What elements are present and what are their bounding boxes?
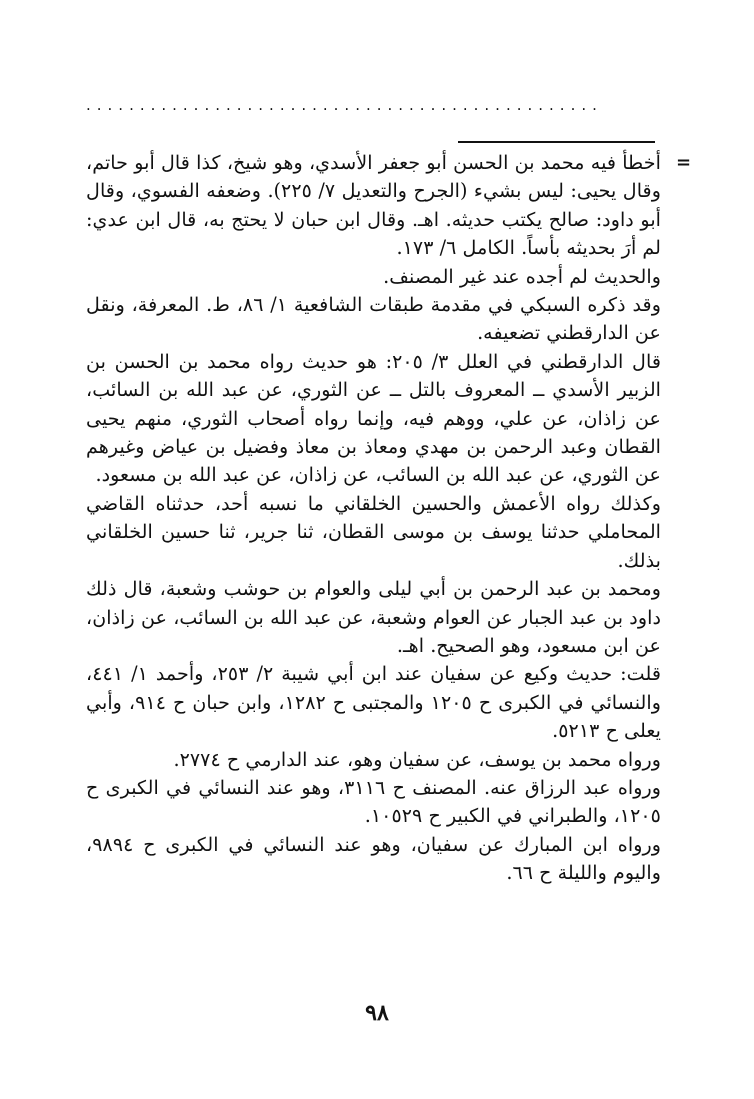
footnote-text bbox=[86, 149, 661, 888]
paragraph: أخطأ فيه محمد بن الحسن أبو جعفر الأسدي، وهو شيخ، كذا قال أبو حاتم، وقال يحيى: ليس بشيء (الجرح والتعديل ٧/ ٢٢٥). وضعفه الفسوي، وقال أبو داود: صالح يكتب حديثه. اهـ. وقال ابن حبان لا يحتج به، قال ابن عدي: لم أرَ بحديثه بأساً. الكامل ٦/ ١٧٣. bbox=[86, 151, 661, 260]
page-number: ٩٨ bbox=[365, 1000, 389, 1026]
paragraph: ورواه عبد الرزاق عنه. المصنف ح ٣١١٦، وهو عند النسائي في الكبرى ح ١٢٠٥، والطبراني في الكبير ح ١٠٥٢٩. bbox=[86, 775, 661, 828]
paragraph: والحديث لم أجده عند غير المصنف. bbox=[383, 264, 661, 288]
paragraph: قلت: حديث وكيع عن سفيان عند ابن أبي شيبة ٢/ ٢٥٣، وأحمد ١/ ٤٤١، والنسائي في الكبرى ح ١٢٠٥ والمجتبى ح ١٢٨٢، وابن حبان ح ٩١٤، وأبي يعلى ح ٥٢١٣. bbox=[86, 662, 661, 743]
paragraph: ورواه ابن المبارك عن سفيان، وهو عند النسائي في الكبرى ح ٩٨٩٤، واليوم والليلة ح ٦٦. bbox=[86, 832, 661, 885]
paragraph: ورواه محمد بن يوسف، عن سفيان وهو، عند الدارمي ح ٢٧٧٤. bbox=[173, 747, 661, 771]
paragraph: ومحمد بن عبد الرحمن بن أبي ليلى والعوام بن حوشب وشعبة، قال ذلك داود بن عبد الجبار عن العوام وشعبة، عن عبد الله بن السائب، عن زاذان، عن ابن مسعود، وهو الصحيح. اهـ. bbox=[86, 577, 661, 657]
paragraph: وقد ذكره السبكي في مقدمة طبقات الشافعية ١/ ٨٦، ط. المعرفة، ونقل عن الدارقطني تضعيفه. bbox=[86, 293, 661, 345]
footnote-continuation-marker: = bbox=[676, 152, 692, 173]
paragraph: وكذلك رواه الأعمش والحسين الخلقاني ما نسبه أحد، حدثناه القاضي المحاملي حدثنا يوسف بن موسى القطان، ثنا جرير، ثنا حسين الخلقاني بذلك. bbox=[86, 491, 661, 572]
paragraph: قال الدارقطني في العلل ٣/ ٢٠٥: هو حديث رواه محمد بن الحسن بن الزبير الأسدي ــ المعروف بالتل ــ عن الثوري، عن عبد الله بن السائب، عن زاذان، عن علي، ووهم فيه، وإنما رواه أصحاب الثوري، منهم يحيى القطان وعبد الرحمن بن مهدي ومعاذ بن معاذ وفضيل بن عياض وغيرهم عن الثوري، عن عبد الله بن السائب، عن زاذان، عن عبد الله بن مسعود. bbox=[86, 349, 661, 487]
footnote-rule bbox=[458, 141, 655, 143]
dotted-separator: ................................................ bbox=[86, 96, 603, 114]
